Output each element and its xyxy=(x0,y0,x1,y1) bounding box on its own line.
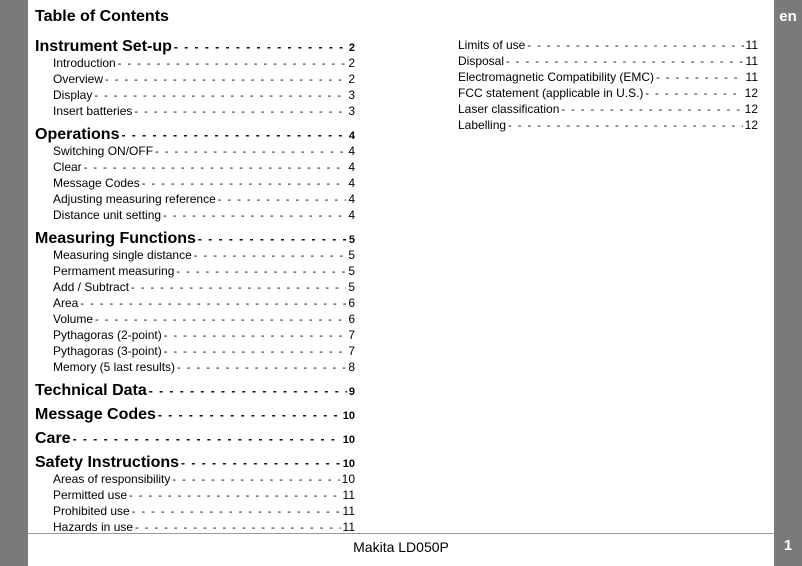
toc-entry[interactable] xyxy=(35,176,355,192)
toc-entry[interactable] xyxy=(458,118,758,134)
toc-entry-title: Display xyxy=(53,88,93,102)
toc-entry[interactable] xyxy=(35,192,355,208)
dot-leader xyxy=(131,281,346,296)
toc-entry-page: 7 xyxy=(348,328,355,342)
toc-entry-title: Electromagnetic Compatibility (EMC) xyxy=(458,70,655,84)
toc-entry[interactable] xyxy=(35,88,355,104)
page-number: 1 xyxy=(783,537,793,554)
toc-entry-page: 7 xyxy=(348,344,355,358)
toc-entry[interactable] xyxy=(35,144,355,160)
toc-entry-title: Adjusting measuring reference xyxy=(53,192,216,206)
dot-leader xyxy=(105,73,346,88)
toc-section[interactable] xyxy=(35,126,355,144)
toc-entry-title: Hazards in use xyxy=(53,520,134,534)
toc-entry-title: Clear xyxy=(53,160,82,174)
toc-entry-title: Pythagoras (3-point) xyxy=(53,344,162,358)
dot-leader xyxy=(176,265,346,280)
toc-entry-page: 3 xyxy=(348,88,355,102)
toc-section-title: Message Codes xyxy=(35,406,156,423)
language-tab: en xyxy=(779,8,797,25)
toc-entry-title: Measuring single distance xyxy=(53,248,192,262)
dot-leader xyxy=(561,103,742,118)
toc-section[interactable] xyxy=(35,38,355,56)
toc-entry[interactable] xyxy=(35,504,355,520)
dot-leader xyxy=(174,40,347,54)
toc-entry[interactable] xyxy=(35,208,355,224)
toc-entry-page: 11 xyxy=(342,488,355,502)
dot-leader xyxy=(94,89,346,104)
toc-entry[interactable] xyxy=(35,360,355,376)
toc-entry-title: Message Codes xyxy=(53,176,140,190)
toc-entry-page: 6 xyxy=(348,312,355,326)
toc-entry-page: 12 xyxy=(744,118,758,132)
dot-leader xyxy=(506,55,744,70)
toc-entry-page: 12 xyxy=(744,86,758,100)
toc-entry[interactable] xyxy=(35,312,355,328)
toc-section[interactable] xyxy=(35,406,355,424)
dot-leader xyxy=(158,408,341,422)
toc-entry-page: 4 xyxy=(348,144,355,158)
toc-entry-page: 4 xyxy=(348,192,355,206)
toc-entry[interactable] xyxy=(35,56,355,72)
dot-leader xyxy=(80,297,346,312)
dot-leader xyxy=(181,456,341,470)
toc-entry-page: 10 xyxy=(341,472,355,486)
toc-section[interactable] xyxy=(35,430,355,448)
dot-leader xyxy=(198,232,347,246)
dot-leader xyxy=(95,313,346,328)
dot-leader xyxy=(177,361,346,376)
toc-entry[interactable] xyxy=(458,54,758,70)
toc-section-title: Technical Data xyxy=(35,382,147,399)
toc-entry[interactable] xyxy=(35,328,355,344)
footer-divider xyxy=(28,533,774,534)
dot-leader xyxy=(118,57,347,72)
toc-entry-title: FCC statement (applicable in U.S.) xyxy=(458,86,644,100)
dot-leader xyxy=(656,71,743,86)
toc-section-title: Care xyxy=(35,430,71,447)
toc-section-page: 10 xyxy=(342,458,355,470)
dot-leader xyxy=(129,489,340,504)
toc-entry-title: Overview xyxy=(53,72,104,86)
toc-entry[interactable] xyxy=(35,104,355,120)
dot-leader xyxy=(84,161,347,176)
toc-right-column xyxy=(458,38,758,134)
toc-entry-title: Disposal xyxy=(458,54,505,68)
toc-section[interactable] xyxy=(35,382,355,400)
toc-entry-page: 4 xyxy=(348,160,355,174)
dot-leader xyxy=(645,87,742,102)
toc-section-page: 4 xyxy=(348,130,355,142)
toc-entry[interactable] xyxy=(458,86,758,102)
toc-section[interactable] xyxy=(35,230,355,248)
toc-section-page: 10 xyxy=(342,434,355,446)
dot-leader xyxy=(164,329,347,344)
dot-leader xyxy=(508,119,743,134)
toc-entry-title: Permament measuring xyxy=(53,264,175,278)
toc-section-title: Instrument Set-up xyxy=(35,38,172,55)
toc-entry[interactable] xyxy=(35,72,355,88)
toc-section-page: 2 xyxy=(348,42,355,54)
toc-entry-page: 11 xyxy=(342,504,355,518)
toc-entry-title: Pythagoras (2-point) xyxy=(53,328,162,342)
toc-entry-page: 12 xyxy=(744,102,758,116)
dot-leader xyxy=(194,249,347,264)
page-title: Table of Contents xyxy=(35,8,169,25)
toc-section[interactable] xyxy=(35,454,355,472)
toc-entry-title: Volume xyxy=(53,312,94,326)
toc-entry[interactable] xyxy=(458,102,758,118)
toc-section-page: 10 xyxy=(342,410,355,422)
toc-entry-page: 2 xyxy=(348,72,355,86)
toc-entry-page: 11 xyxy=(745,54,758,68)
toc-entry-page: 6 xyxy=(348,296,355,310)
toc-entry-page: 11 xyxy=(342,520,355,534)
toc-entry-page: 5 xyxy=(348,264,355,278)
toc-entry-page: 4 xyxy=(348,208,355,222)
toc-entry-page: 3 xyxy=(348,104,355,118)
footer-title: Makita LD050P xyxy=(353,539,449,555)
dot-leader xyxy=(155,145,346,160)
toc-entry-page: 11 xyxy=(745,70,758,84)
toc-entry-page: 8 xyxy=(348,360,355,374)
dot-leader xyxy=(134,105,346,120)
toc-entry[interactable] xyxy=(35,280,355,296)
toc-section-title: Operations xyxy=(35,126,120,143)
toc-entry-title: Areas of responsibility xyxy=(53,472,171,486)
toc-entry-title: Labelling xyxy=(458,118,507,132)
toc-entry-page: 5 xyxy=(348,280,355,294)
toc-section-title: Measuring Functions xyxy=(35,230,196,247)
toc-entry[interactable] xyxy=(35,488,355,504)
toc-entry-title: Memory (5 last results) xyxy=(53,360,176,374)
toc-entry-page: 5 xyxy=(348,248,355,262)
toc-entry[interactable] xyxy=(458,70,758,86)
toc-entry[interactable] xyxy=(35,344,355,360)
toc-entry-title: Distance unit setting xyxy=(53,208,162,222)
toc-entry-page: 2 xyxy=(348,56,355,70)
toc-entry-page: 11 xyxy=(745,38,758,52)
toc-entry[interactable] xyxy=(35,264,355,280)
dot-leader xyxy=(164,345,347,360)
toc-entry-title: Add / Subtract xyxy=(53,280,130,294)
toc-entry[interactable] xyxy=(35,296,355,312)
toc-entry-title: Introduction xyxy=(53,56,116,70)
toc-entry-title: Limits of use xyxy=(458,38,526,52)
toc-entry-page: 4 xyxy=(348,176,355,190)
toc-entry-title: Area xyxy=(53,296,79,310)
dot-leader xyxy=(73,432,341,446)
toc-left-column xyxy=(35,38,355,536)
toc-entry-title: Permitted use xyxy=(53,488,128,502)
dot-leader xyxy=(172,473,339,488)
dot-leader xyxy=(149,384,347,398)
toc-entry[interactable] xyxy=(458,38,758,54)
toc-section-page: 9 xyxy=(348,386,355,398)
dot-leader xyxy=(132,505,341,520)
dot-leader xyxy=(218,193,347,208)
toc-entry-title: Laser classification xyxy=(458,102,560,116)
dot-leader xyxy=(163,209,346,224)
toc-entry[interactable] xyxy=(35,472,355,488)
toc-entry-title: Insert batteries xyxy=(53,104,133,118)
right-margin-strip xyxy=(774,0,802,566)
dot-leader xyxy=(142,177,347,192)
toc-entry-title: Switching ON/OFF xyxy=(53,144,154,158)
dot-leader xyxy=(121,128,346,142)
toc-section-title: Safety Instructions xyxy=(35,454,180,471)
left-margin-strip xyxy=(0,0,28,566)
toc-entry[interactable] xyxy=(35,248,355,264)
toc-entry[interactable] xyxy=(35,160,355,176)
toc-section-page: 5 xyxy=(348,234,355,246)
dot-leader xyxy=(527,39,743,54)
toc-entry-title: Prohibited use xyxy=(53,504,130,518)
